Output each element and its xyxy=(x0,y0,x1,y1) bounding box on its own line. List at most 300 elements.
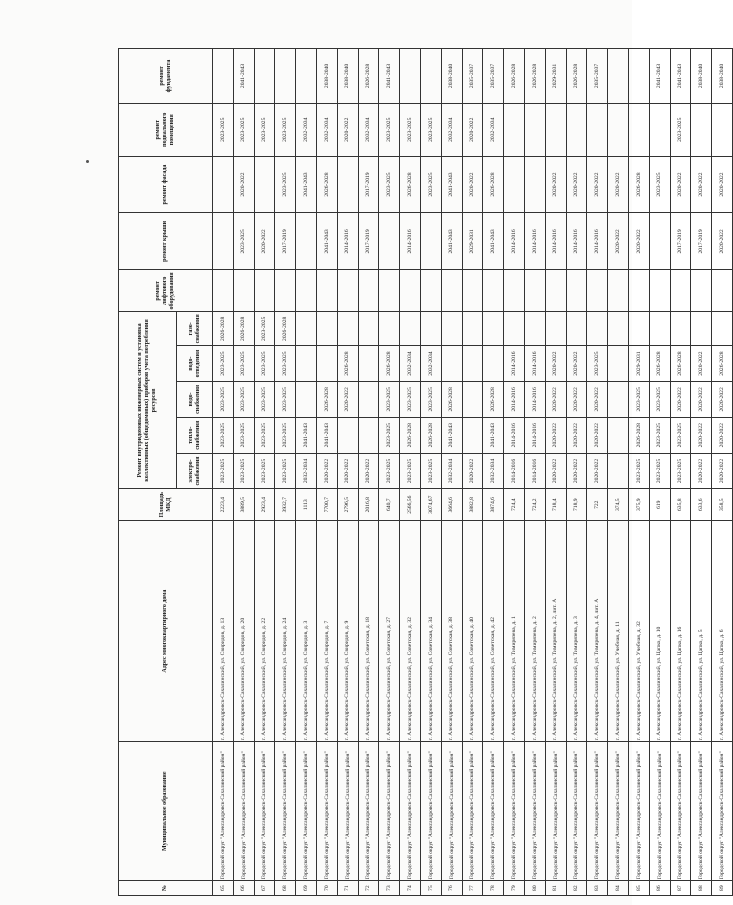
period-cell: 2023-2025 xyxy=(379,103,400,156)
period-cell: 2023-2025 xyxy=(275,453,296,489)
row-number: 74 xyxy=(400,881,421,896)
period-cell: 2026-2028 xyxy=(233,312,254,346)
period-cell: 2023-2025 xyxy=(254,346,275,382)
address-cell: г. Александровск-Сахалинский, ул. Цапко, д. 5 xyxy=(691,521,712,742)
period-cell xyxy=(337,270,358,312)
period-cell: 2014-2016 xyxy=(587,213,608,270)
period-cell: 2041-2043 xyxy=(441,156,462,213)
row-number: 80 xyxy=(524,881,545,896)
period-cell: 2017-2019 xyxy=(670,213,691,270)
period-cell: 2023-2025 xyxy=(400,103,421,156)
period-cell xyxy=(712,312,733,346)
period-cell: 2023-2025 xyxy=(628,453,649,489)
period-cell xyxy=(649,103,670,156)
address-cell: г. Александровск-Сахалинский, ул. Советская, д. 40 xyxy=(462,521,483,742)
address-cell: г. Александровск-Сахалинский, ул. Тимирязева, д. 1 xyxy=(504,521,525,742)
period-cell: 2020-2022 xyxy=(587,417,608,453)
period-cell: 2026-2028 xyxy=(337,346,358,382)
period-cell: 2014-2016 xyxy=(400,213,421,270)
period-cell: 2026-2028 xyxy=(275,312,296,346)
address-cell: г. Александровск-Сахалинский, ул. Свиридов, д. 22 xyxy=(254,521,275,742)
period-cell: 2020-2022 xyxy=(670,381,691,417)
address-cell: г. Александровск-Сахалинский, ул. Советская, д. 42 xyxy=(483,521,504,742)
municipality-cell: Городской округ "Александровск-Сахалинский район" xyxy=(628,742,649,881)
area-cell: 2923,4 xyxy=(254,489,275,521)
period-cell: 2023-2025 xyxy=(400,381,421,417)
period-cell: 2020-2022 xyxy=(566,381,587,417)
period-cell xyxy=(504,103,525,156)
municipality-cell: Городской округ "Александровск-Сахалинский район" xyxy=(712,742,733,881)
period-cell xyxy=(649,213,670,270)
period-cell: 2032-2034 xyxy=(483,453,504,489)
municipality-cell: Городской округ "Александровск-Сахалинский район" xyxy=(462,742,483,881)
row-number: 76 xyxy=(441,881,462,896)
area-cell: 3074,67 xyxy=(420,489,441,521)
period-cell: 2023-2025 xyxy=(213,103,234,156)
area-cell: 3889,5 xyxy=(233,489,254,521)
area-cell: 635,8 xyxy=(670,489,691,521)
period-cell xyxy=(670,270,691,312)
table-row xyxy=(649,49,670,896)
period-cell: 2026-2028 xyxy=(628,417,649,453)
period-cell xyxy=(566,270,587,312)
period-cell: 2026-2028 xyxy=(400,417,421,453)
address-cell: г. Александровск-Сахалинский, ул. Советская, д. 38 xyxy=(441,521,462,742)
period-cell: 2020-2022 xyxy=(545,381,566,417)
period-cell xyxy=(420,312,441,346)
period-cell xyxy=(545,103,566,156)
period-cell: 2014-2016 xyxy=(524,346,545,382)
period-cell: 2023-2025 xyxy=(420,156,441,213)
header-water: водо-снабжения xyxy=(177,381,213,417)
period-cell: 2020-2022 xyxy=(462,156,483,213)
period-cell xyxy=(504,270,525,312)
period-cell: 2026-2028 xyxy=(483,381,504,417)
period-cell: 2023-2025 xyxy=(628,381,649,417)
period-cell: 2023-2025 xyxy=(379,417,400,453)
period-cell: 2017-2019 xyxy=(358,156,379,213)
row-number: 78 xyxy=(483,881,504,896)
header-heat: тепло-снабжения xyxy=(177,417,213,453)
period-cell: 2032-2034 xyxy=(420,346,441,382)
municipality-cell: Городской округ "Александровск-Сахалинский район" xyxy=(213,742,234,881)
period-cell: 2032-2034 xyxy=(441,453,462,489)
period-cell: 2029-2031 xyxy=(462,213,483,270)
period-cell: 2023-2025 xyxy=(233,381,254,417)
period-cell xyxy=(254,49,275,104)
municipality-cell: Городской округ "Александровск-Сахалинский район" xyxy=(691,742,712,881)
period-cell: 2023-2025 xyxy=(275,156,296,213)
period-cell: 2023-2025 xyxy=(233,346,254,382)
period-cell xyxy=(316,312,337,346)
period-cell: 2023-2025 xyxy=(379,156,400,213)
table-row xyxy=(670,49,691,896)
municipality-cell: Городской округ "Александровск-Сахалинский район" xyxy=(233,742,254,881)
period-cell: 2026-2028 xyxy=(441,381,462,417)
area-cell: 2566,56 xyxy=(400,489,421,521)
period-cell: 2014-2016 xyxy=(524,213,545,270)
address-cell: г. Александровск-Сахалинский, ул. Цапко, д. 10 xyxy=(649,521,670,742)
period-cell: 2041-2043 xyxy=(670,49,691,104)
area-cell: 375,9 xyxy=(628,489,649,521)
period-cell xyxy=(628,49,649,104)
period-cell xyxy=(587,103,608,156)
period-cell: 2026-2028 xyxy=(316,381,337,417)
period-cell: 2020-2022 xyxy=(587,453,608,489)
period-cell xyxy=(691,270,712,312)
period-cell xyxy=(462,381,483,417)
period-cell: 2020-2022 xyxy=(566,417,587,453)
period-cell xyxy=(504,312,525,346)
period-cell xyxy=(524,312,545,346)
period-cell: 2014-2016 xyxy=(524,417,545,453)
table-row xyxy=(213,49,234,896)
period-cell: 2032-2034 xyxy=(316,103,337,156)
period-cell: 2026-2028 xyxy=(628,156,649,213)
period-cell xyxy=(420,49,441,104)
municipality-cell: Городской округ "Александровск-Сахалинский район" xyxy=(608,742,629,881)
address-cell: г. Александровск-Сахалинский, ул. Свиридов, д. 24 xyxy=(275,521,296,742)
header-num: № xyxy=(119,881,213,896)
header-facade: ремонт фасада xyxy=(119,156,213,213)
area-cell: 7700,7 xyxy=(316,489,337,521)
period-cell: 2023-2025 xyxy=(379,453,400,489)
row-number: 75 xyxy=(420,881,441,896)
period-cell xyxy=(712,103,733,156)
period-cell xyxy=(691,312,712,346)
period-cell: 2020-2022 xyxy=(545,346,566,382)
period-cell: 2041-2043 xyxy=(483,417,504,453)
municipality-cell: Городской округ "Александровск-Сахалинский район" xyxy=(379,742,400,881)
period-cell xyxy=(400,312,421,346)
period-cell: 2026-2028 xyxy=(213,312,234,346)
period-cell xyxy=(608,417,629,453)
address-cell: г. Александровск-Сахалинский, ул. Тимирязева, д. 2, лит. А xyxy=(545,521,566,742)
row-number: 65 xyxy=(213,881,234,896)
period-cell: 2029-2031 xyxy=(545,49,566,104)
period-cell: 2023-2025 xyxy=(379,381,400,417)
period-cell: 2014-2016 xyxy=(504,381,525,417)
address-cell: г. Александровск-Сахалинский, ул. Учебная, д. 32 xyxy=(628,521,649,742)
period-cell xyxy=(649,312,670,346)
period-cell xyxy=(545,270,566,312)
period-cell: 2023-2025 xyxy=(213,417,234,453)
area-cell: 640,7 xyxy=(379,489,400,521)
table-row xyxy=(524,49,545,896)
period-cell: 2020-2022 xyxy=(608,213,629,270)
period-cell: 2023-2025 xyxy=(233,453,254,489)
period-cell xyxy=(608,49,629,104)
address-cell: г. Александровск-Сахалинский, ул. Свиридов, д. 20 xyxy=(233,521,254,742)
period-cell: 2020-2022 xyxy=(566,156,587,213)
period-cell xyxy=(337,417,358,453)
period-cell: 2023-2025 xyxy=(670,103,691,156)
period-cell: 2020-2022 xyxy=(337,381,358,417)
period-cell: 2017-2019 xyxy=(358,213,379,270)
municipality-cell: Городской округ "Александровск-Сахалинский район" xyxy=(441,742,462,881)
municipality-cell: Городской округ "Александровск-Сахалинский район" xyxy=(545,742,566,881)
period-cell xyxy=(608,103,629,156)
header-area: Площадь МКД xyxy=(119,489,213,521)
header-gas: газо-снабжения xyxy=(177,312,213,346)
area-cell: 633,6 xyxy=(691,489,712,521)
period-cell: 2023-2025 xyxy=(233,213,254,270)
period-cell xyxy=(379,213,400,270)
period-cell: 2023-2025 xyxy=(254,312,275,346)
row-number: 70 xyxy=(316,881,337,896)
period-cell: 2020-2022 xyxy=(337,103,358,156)
period-cell: 2023-2025 xyxy=(275,381,296,417)
period-cell: 2020-2022 xyxy=(566,453,587,489)
area-cell: 3932,7 xyxy=(275,489,296,521)
municipality-cell: Городской округ "Александровск-Сахалинский район" xyxy=(504,742,525,881)
period-cell: 2020-2022 xyxy=(670,156,691,213)
period-cell: 2023-2025 xyxy=(649,381,670,417)
area-cell: 3882,8 xyxy=(462,489,483,521)
period-cell xyxy=(691,103,712,156)
period-cell: 2020-2022 xyxy=(712,453,733,489)
row-number: 85 xyxy=(628,881,649,896)
period-cell xyxy=(524,270,545,312)
period-cell xyxy=(358,417,379,453)
header-drainage: водо-отведения xyxy=(177,346,213,382)
period-cell: 2023-2025 xyxy=(254,453,275,489)
period-cell xyxy=(566,103,587,156)
header-electricity: электро-снабжения xyxy=(177,453,213,489)
header-meters-group: Ремонт внутридомовых инженерных систем и установка коллективных (общедомовых) приборов учета потребления ресурсов xyxy=(119,312,177,489)
table-row xyxy=(233,49,254,896)
period-cell: 2032-2034 xyxy=(358,103,379,156)
municipality-cell: Городской округ "Александровск-Сахалинский район" xyxy=(337,742,358,881)
row-number: 77 xyxy=(462,881,483,896)
period-cell xyxy=(483,270,504,312)
period-cell: 2023-2025 xyxy=(400,453,421,489)
table-row xyxy=(379,49,400,896)
period-cell: 2020-2022 xyxy=(566,346,587,382)
area-cell: 722 xyxy=(587,489,608,521)
period-cell xyxy=(628,270,649,312)
period-cell: 2026-2028 xyxy=(712,346,733,382)
period-cell: 2041-2043 xyxy=(233,49,254,104)
address-cell: г. Александровск-Сахалинский, ул. Тимирязева, д. 3 xyxy=(566,521,587,742)
period-cell: 2023-2025 xyxy=(213,453,234,489)
period-cell: 2035-2037 xyxy=(587,49,608,104)
table-row xyxy=(712,49,733,896)
period-cell xyxy=(504,156,525,213)
period-cell xyxy=(441,312,462,346)
period-cell: 2020-2022 xyxy=(254,213,275,270)
period-cell: 2020-2022 xyxy=(358,453,379,489)
header-address: Адрес многоквартирного дома xyxy=(119,521,213,742)
table-row xyxy=(566,49,587,896)
period-cell xyxy=(420,270,441,312)
period-cell: 2017-2019 xyxy=(275,213,296,270)
row-number: 68 xyxy=(275,881,296,896)
area-cell: 1113 xyxy=(296,489,317,521)
period-cell: 2020-2022 xyxy=(712,213,733,270)
row-number: 79 xyxy=(504,881,525,896)
period-cell: 2041-2043 xyxy=(296,156,317,213)
period-cell xyxy=(420,213,441,270)
period-cell: 2020-2022 xyxy=(691,453,712,489)
period-cell: 2020-2022 xyxy=(587,381,608,417)
period-cell: 2041-2043 xyxy=(296,417,317,453)
period-cell xyxy=(316,346,337,382)
period-cell: 2026-2028 xyxy=(524,49,545,104)
period-cell xyxy=(608,346,629,382)
period-cell: 2014-2016 xyxy=(504,213,525,270)
row-number: 82 xyxy=(566,881,587,896)
period-cell: 2032-2034 xyxy=(296,103,317,156)
period-cell xyxy=(337,156,358,213)
period-cell: 2020-2022 xyxy=(545,156,566,213)
row-number: 66 xyxy=(233,881,254,896)
row-number: 72 xyxy=(358,881,379,896)
table-row xyxy=(358,49,379,896)
period-cell xyxy=(608,381,629,417)
period-cell xyxy=(296,381,317,417)
period-cell xyxy=(462,417,483,453)
address-cell: г. Александровск-Сахалинский, ул. Тимирязева, д. 2 xyxy=(524,521,545,742)
period-cell: 2020-2022 xyxy=(545,453,566,489)
period-cell xyxy=(254,270,275,312)
period-cell: 2041-2043 xyxy=(379,49,400,104)
area-cell: 358,5 xyxy=(712,489,733,521)
period-cell: 2026-2028 xyxy=(316,156,337,213)
period-cell xyxy=(275,49,296,104)
address-cell: г. Александровск-Сахалинский, ул. Свиридов, д. 7 xyxy=(316,521,337,742)
period-cell: 2032-2034 xyxy=(400,346,421,382)
period-cell: 2041-2043 xyxy=(316,417,337,453)
period-cell: 2014-2016 xyxy=(504,453,525,489)
area-cell: 2016,8 xyxy=(358,489,379,521)
period-cell: 2020-2022 xyxy=(712,156,733,213)
row-number: 71 xyxy=(337,881,358,896)
period-cell xyxy=(296,49,317,104)
period-cell: 2038-2040 xyxy=(337,49,358,104)
period-cell: 2023-2025 xyxy=(649,453,670,489)
period-cell: 2026-2028 xyxy=(400,156,421,213)
period-cell: 2041-2043 xyxy=(316,213,337,270)
period-cell: 2026-2028 xyxy=(358,49,379,104)
period-cell xyxy=(213,156,234,213)
period-cell xyxy=(608,270,629,312)
period-cell xyxy=(275,270,296,312)
period-cell: 2020-2022 xyxy=(712,417,733,453)
period-cell: 2023-2025 xyxy=(420,453,441,489)
period-cell: 2020-2022 xyxy=(462,103,483,156)
period-cell: 2014-2016 xyxy=(545,213,566,270)
period-cell: 2020-2022 xyxy=(462,453,483,489)
period-cell: 2038-2040 xyxy=(441,49,462,104)
header-foundation: ремонт фундамента xyxy=(119,49,213,104)
rotated-table-wrapper xyxy=(118,48,725,896)
table-row xyxy=(441,49,462,896)
period-cell xyxy=(233,270,254,312)
area-cell: 718,9 xyxy=(566,489,587,521)
table-row xyxy=(587,49,608,896)
period-cell xyxy=(316,270,337,312)
table-row xyxy=(608,49,629,896)
period-cell xyxy=(254,156,275,213)
address-cell: г. Александровск-Сахалинский, ул. Цапко, д. 6 xyxy=(712,521,733,742)
period-cell: 2023-2025 xyxy=(670,453,691,489)
table-row xyxy=(420,49,441,896)
period-cell: 2041-2043 xyxy=(483,213,504,270)
period-cell xyxy=(379,270,400,312)
row-number: 73 xyxy=(379,881,400,896)
row-number: 88 xyxy=(691,881,712,896)
period-cell: 2020-2022 xyxy=(608,156,629,213)
area-cell: 724,2 xyxy=(524,489,545,521)
period-cell: 2020-2022 xyxy=(628,213,649,270)
period-cell: 2014-2016 xyxy=(524,381,545,417)
period-cell xyxy=(296,312,317,346)
area-cell: 3664,6 xyxy=(441,489,462,521)
period-cell xyxy=(462,270,483,312)
period-cell xyxy=(524,156,545,213)
table-row xyxy=(504,49,525,896)
table-row xyxy=(296,49,317,896)
period-cell xyxy=(296,213,317,270)
period-cell: 2023-2025 xyxy=(213,381,234,417)
row-number: 86 xyxy=(649,881,670,896)
period-cell xyxy=(296,346,317,382)
period-cell xyxy=(213,213,234,270)
period-cell xyxy=(483,312,504,346)
period-cell: 2020-2022 xyxy=(545,417,566,453)
period-cell xyxy=(441,346,462,382)
row-number: 69 xyxy=(296,881,317,896)
municipality-cell: Городской округ "Александровск-Сахалинский район" xyxy=(566,742,587,881)
period-cell: 2026-2028 xyxy=(420,417,441,453)
period-cell: 2020-2022 xyxy=(587,156,608,213)
period-cell: 2026-2028 xyxy=(670,346,691,382)
header-municipality: Муниципальное образование xyxy=(119,742,213,881)
address-cell: г. Александровск-Сахалинский, ул. Свиридов, д. 3 xyxy=(296,521,317,742)
address-cell: г. Александровск-Сахалинский, ул. Тимирязева, д. 4, лит. А xyxy=(587,521,608,742)
municipality-cell: Городской округ "Александровск-Сахалинский район" xyxy=(483,742,504,881)
period-cell: 2035-2037 xyxy=(483,49,504,104)
period-cell xyxy=(524,103,545,156)
area-cell: 619 xyxy=(649,489,670,521)
period-cell xyxy=(649,270,670,312)
period-cell: 2017-2019 xyxy=(691,213,712,270)
period-cell: 2020-2022 xyxy=(712,381,733,417)
period-cell: 2014-2016 xyxy=(524,453,545,489)
table-row xyxy=(254,49,275,896)
period-cell: 2020-2022 xyxy=(233,156,254,213)
period-cell: 2032-2034 xyxy=(441,103,462,156)
period-cell xyxy=(587,312,608,346)
municipality-cell: Городской округ "Александровск-Сахалинский район" xyxy=(649,742,670,881)
address-cell: г. Александровск-Сахалинский, ул. Советская, д. 34 xyxy=(420,521,441,742)
period-cell xyxy=(462,312,483,346)
address-cell: г. Александровск-Сахалинский, ул. Свиридов, д. 13 xyxy=(213,521,234,742)
table-row xyxy=(337,49,358,896)
period-cell: 2026-2028 xyxy=(483,156,504,213)
area-cell: 724,4 xyxy=(504,489,525,521)
period-cell xyxy=(545,312,566,346)
period-cell xyxy=(670,312,691,346)
address-cell: г. Александровск-Сахалинский, ул. Учебная, д. 11 xyxy=(608,521,629,742)
address-cell: г. Александровск-Сахалинский, ул. Советская, д. 27 xyxy=(379,521,400,742)
period-cell: 2023-2025 xyxy=(275,417,296,453)
address-cell: г. Александровск-Сахалинский, ул. Советская, д. 18 xyxy=(358,521,379,742)
scan-speck xyxy=(86,160,89,163)
table-row xyxy=(462,49,483,896)
period-cell: 2020-2022 xyxy=(337,453,358,489)
